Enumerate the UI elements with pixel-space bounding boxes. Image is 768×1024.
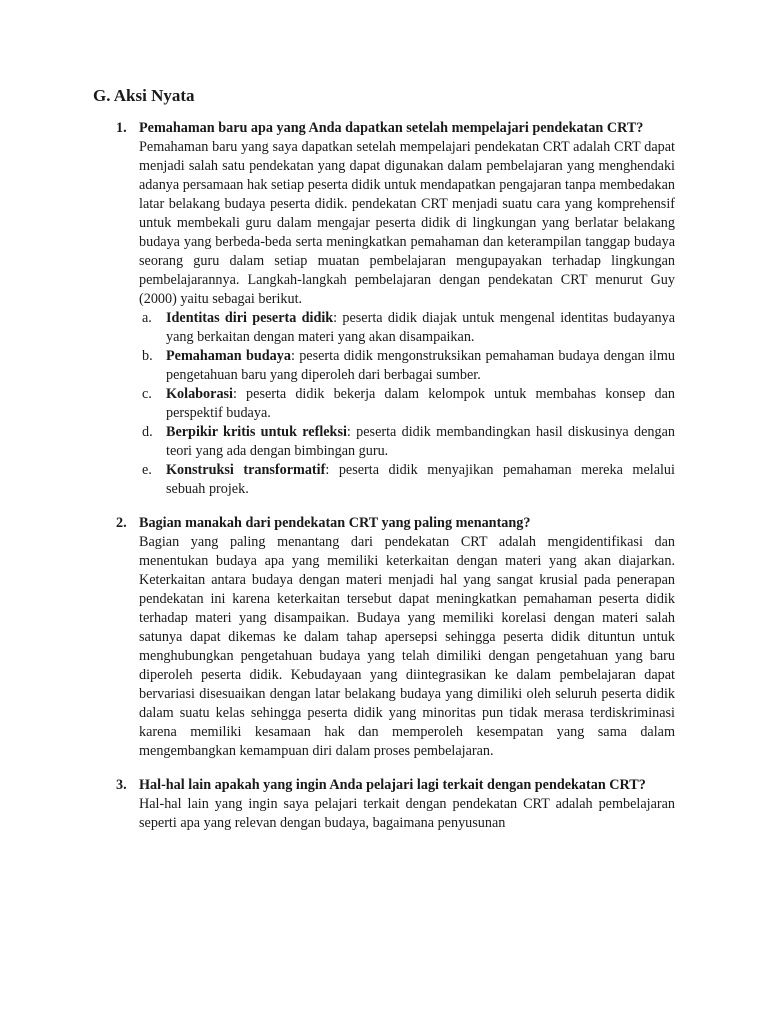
list-item-letter: c.	[142, 386, 152, 402]
list-item-term: Pemahaman budaya	[166, 348, 291, 364]
list-item	[139, 309, 675, 347]
question-text: Bagian manakah dari pendekatan CRT yang paling menantang?	[139, 515, 531, 531]
list-item-text: : peserta didik membandingkan hasil diskusinya dengan teori yang ada dengan bimbingan guru.	[166, 424, 675, 459]
question-item-1	[110, 119, 675, 499]
list-item-term: Konstruksi transformatif	[166, 462, 326, 478]
answer-text: Bagian yang paling menantang dari pendekatan CRT adalah mengidentifikasi dan menentukan budaya apa yang memiliki keterkaitan dengan materi yang akan diajarkan. Keterkaitan antara budaya dengan materi menjadi hal yang sangat krusial pada penerapan pendekatan ini karena keterkaitan tersebut dapat meningkatkan pemahaman peserta didik terhadap materi yang disampaikan. Budaya yang memiliki korelasi dengan materi salah satunya dapat dikemas ke dalam tahap apersepsi sehingga peserta didik dituntun untuk menghubungkan pengetahuan budaya yang telah dimiliki dengan pengetahuan yang baru diperoleh peserta didik. Kebudayaan yang diintegrasikan ke dalam pembelajaran dapat bervariasi disesuaikan dengan latar belakang budaya yang dimiliki oleh seluruh peserta didik dalam suatu kelas sehingga peserta didik yang minoritas pun tidak merasa terdiskriminasi karena memiliki kesamaan hak dan memperoleh kesempatan yang sama dalam mengembangkan kemampuan diri dalam proses pembelajaran.	[139, 534, 675, 759]
question-text: Hal-hal lain apakah yang ingin Anda pelajari lagi terkait dengan pendekatan CRT?	[139, 777, 646, 793]
question-item-2	[110, 514, 675, 761]
list-item	[139, 385, 675, 423]
question-text: Pemahaman baru apa yang Anda dapatkan setelah mempelajari pendekatan CRT?	[139, 120, 644, 136]
list-item	[139, 423, 675, 461]
answer-text: Hal-hal lain yang ingin saya pelajari terkait dengan pendekatan CRT adalah pembelajaran seperti apa yang relevan dengan budaya, bagaimana penyusunan	[139, 796, 675, 831]
list-item-letter: a.	[142, 310, 152, 326]
section-title: G. Aksi Nyata	[93, 86, 195, 105]
list-item-letter: d.	[142, 424, 153, 440]
list-item-text: : peserta didik diajak untuk mengenal identitas budayanya yang berkaitan dengan materi yang akan disampaikan.	[166, 310, 675, 345]
question-number: 2.	[116, 515, 127, 531]
list-item	[139, 347, 675, 385]
list-item-letter: b.	[142, 348, 153, 364]
list-item-term: Identitas diri peserta didik	[166, 310, 334, 326]
list-item-term: Kolaborasi	[166, 386, 234, 402]
question-item-3	[110, 776, 675, 833]
list-item-term: Berpikir kritis untuk refleksi	[166, 424, 347, 440]
list-item-letter: e.	[142, 462, 152, 478]
list-item-text: : peserta didik bekerja dalam kelompok untuk membahas konsep dan perspektif budaya.	[166, 386, 675, 421]
question-number: 3.	[116, 777, 127, 793]
question-number: 1.	[116, 120, 127, 136]
question-list	[110, 119, 675, 833]
list-item	[139, 461, 675, 499]
answer-text: Pemahaman baru yang saya dapatkan setelah mempelajari pendekatan CRT adalah CRT dapat menjadi salah satu pendekatan yang dapat digunakan dalam pembelajaran yang menghendaki adanya persamaan hak setiap peserta didik untuk mendapatkan pengajaran tanpa membedakan latar belakang budaya peserta didik. pendekatan CRT menjadi suatu cara yang komprehensif untuk membekali guru dalam mengajar peserta didik di lingkungan yang berlatar belakang budaya yang berbeda-beda serta meningkatkan pemahaman dan keterampilan tanggap budaya seorang guru dalam setiap muatan pembelajaran mengupayakan terhadap lingkungan pembelajarannya. Langkah-langkah pembelajaran dengan pendekatan CRT menurut Guy (2000) yaitu sebagai berikut.	[139, 139, 675, 307]
list-item-text: : peserta didik menyajikan pemahaman mereka melalui sebuah projek.	[166, 462, 675, 497]
crt-steps-list	[139, 309, 675, 499]
list-item-text: : peserta didik mengonstruksikan pemahaman budaya dengan ilmu pengetahuan baru yang diperoleh dari berbagai sumber.	[166, 348, 675, 383]
